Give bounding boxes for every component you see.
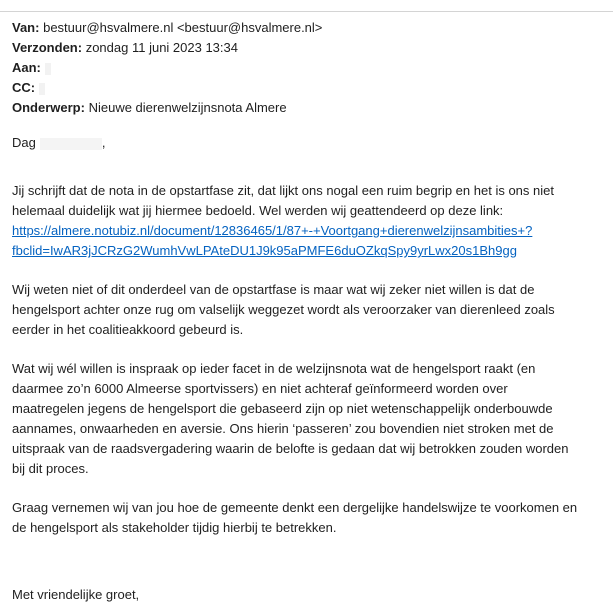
paragraph-line: daarmee zo’n 6000 Almeerse sportvissers) en niet achteraf geïnformeerd worden over xyxy=(12,381,508,396)
paragraph-line: de hengelsport als stakeholder tijdig hierbij te betrekken. xyxy=(12,520,337,535)
paragraph-2 xyxy=(12,280,604,340)
paragraph-line: Jij schrijft dat de nota in de opstartfase zit, dat lijkt ons nogal een ruim begrip en het is ons niet xyxy=(12,183,554,198)
cc-row xyxy=(12,78,602,98)
to-row xyxy=(12,58,602,78)
spacer xyxy=(12,479,604,498)
notubiz-link-continued[interactable]: fbclid=IwAR3jJCRzG2WumhVwLPAteDU1J9k95aPMFE6duOZkqSpy9yrLwx20s1Bh9gg xyxy=(12,243,517,258)
paragraph-line: hengelsport achter onze rug om valselijk weggezet wordt als veroorzaker van dierenleed zoals xyxy=(12,302,555,317)
to-label: Aan: xyxy=(12,60,41,75)
notubiz-link[interactable]: https://almere.notubiz.nl/document/12836465/1/87+-+Voortgang+dierenwelzijnsambities+? xyxy=(12,223,533,238)
paragraph-line: maatregelen jegens de hengelsport die gebaseerd zijn op niet wetenschappelijk onderbouwde xyxy=(12,401,553,416)
cc-redaction xyxy=(39,83,45,95)
header-divider xyxy=(0,11,613,12)
to-redaction xyxy=(45,63,51,75)
email-body xyxy=(12,133,604,605)
paragraph-3 xyxy=(12,359,604,479)
from-label: Van: xyxy=(12,20,40,35)
spacer xyxy=(12,261,604,280)
greeting-text: Dag xyxy=(12,135,36,150)
paragraph-line: Wij weten niet of dit onderdeel van de opstartfase is maar wat wij zeker niet willen is dat de xyxy=(12,282,535,297)
notubiz-link-line xyxy=(12,221,604,241)
paragraph-line: Graag vernemen wij van jou hoe de gemeente denkt een dergelijke handelswijze te voorkomen en xyxy=(12,500,578,515)
from-value[interactable]: bestuur@hsvalmere.nl <bestuur@hsvalmere.nl> xyxy=(43,20,323,35)
greeting xyxy=(12,133,604,153)
closing: Met vriendelijke groet, xyxy=(12,587,140,602)
paragraph-line: eerder in het coalitieakkoord gebeurd is. xyxy=(12,322,244,337)
paragraph-1 xyxy=(12,181,604,261)
paragraph-line: Wat wij wél willen is inspraak op ieder facet in de welzijnsnota wat de hengelsport raakt (en xyxy=(12,361,536,376)
paragraph-line: helemaal duidelijk wat jij hiermee bedoeld. Wel werden wij geattendeerd op deze link: xyxy=(12,203,504,218)
sent-row xyxy=(12,38,602,58)
paragraph-line: aannames, onwaarheden en aversie. Ons hierin ‘passeren’ zou bovendien niet stroken met de xyxy=(12,421,554,436)
greeting-comma: , xyxy=(101,135,106,150)
subject-row xyxy=(12,98,602,118)
subject-label: Onderwerp: xyxy=(12,100,85,115)
spacer xyxy=(12,538,604,566)
paragraph-4 xyxy=(12,498,604,538)
from-row xyxy=(12,18,602,38)
spacer xyxy=(12,566,604,585)
email-header xyxy=(12,18,602,118)
notubiz-link-line xyxy=(12,241,604,261)
sent-value: zondag 11 juni 2023 13:34 xyxy=(85,40,238,55)
cc-label: CC: xyxy=(12,80,36,95)
greeting-redaction xyxy=(40,138,102,150)
spacer xyxy=(12,340,604,359)
paragraph-line: bij dit proces. xyxy=(12,461,89,476)
paragraph-line: uitspraak van de raadsvergadering waarin de belofte is gedaan dat wij betrokken zouden worden xyxy=(12,441,569,456)
subject-value: Nieuwe dierenwelzijnsnota Almere xyxy=(88,100,287,115)
sent-label: Verzonden: xyxy=(12,40,83,55)
spacer xyxy=(12,153,604,181)
